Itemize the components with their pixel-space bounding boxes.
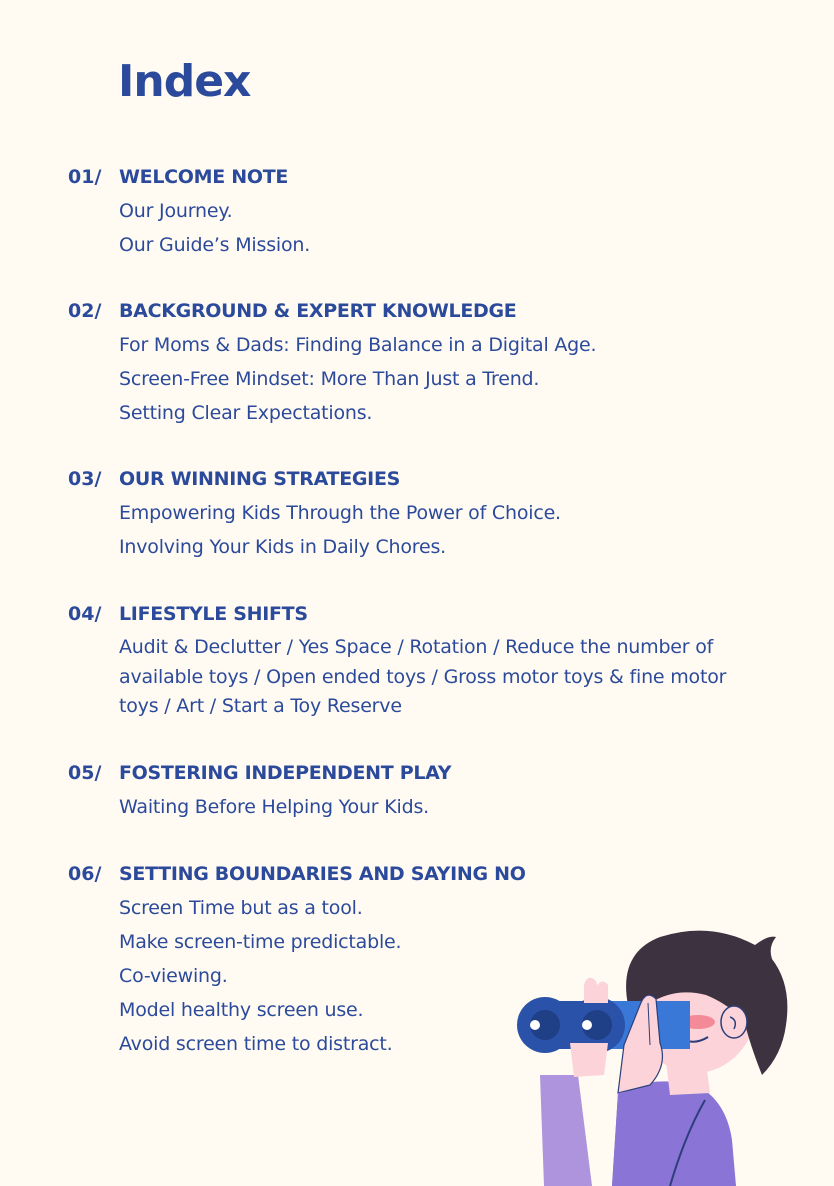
child-with-binoculars-illustration xyxy=(500,925,800,1186)
section-number: 06/ xyxy=(68,863,102,885)
index-entry: Waiting Before Helping Your Kids. xyxy=(119,796,429,818)
page-title: Index xyxy=(118,56,251,107)
section-items xyxy=(119,194,769,262)
index-entry: Our Guide’s Mission. xyxy=(119,234,311,256)
index-entry: Screen-Free Mindset: More Than Just a Trend. xyxy=(119,368,540,390)
section-number: 03/ xyxy=(68,468,102,490)
section-heading: SETTING BOUNDARIES AND SAYING NO xyxy=(119,863,526,885)
section-number: 05/ xyxy=(68,762,102,784)
index-entry: Co-viewing. xyxy=(119,965,228,987)
section-number: 01/ xyxy=(68,166,102,188)
section-heading: FOSTERING INDEPENDENT PLAY xyxy=(119,762,452,784)
section-items xyxy=(119,328,769,430)
index-entry: Screen Time but as a tool. xyxy=(119,897,363,919)
section-items xyxy=(119,496,769,564)
index-entry: For Moms & Dads: Finding Balance in a Digital Age. xyxy=(119,334,597,356)
index-entry: Make screen-time predictable. xyxy=(119,931,402,953)
index-entry: Model healthy screen use. xyxy=(119,999,364,1021)
index-entry: Audit & Declutter / Yes Space / Rotation / Reduce the number of available toys / Open ended toys / Gross motor toys & fine motor toys / Art / Start a Toy Reserve xyxy=(119,636,727,717)
section-number: 04/ xyxy=(68,603,102,625)
section-items xyxy=(119,631,769,722)
section-heading: WELCOME NOTE xyxy=(119,166,289,188)
section-heading: LIFESTYLE SHIFTS xyxy=(119,603,308,625)
section-number: 02/ xyxy=(68,300,102,322)
index-entry: Setting Clear Expectations. xyxy=(119,402,373,424)
index-entry: Involving Your Kids in Daily Chores. xyxy=(119,536,447,558)
section-heading: OUR WINNING STRATEGIES xyxy=(119,468,401,490)
index-entry: Our Journey. xyxy=(119,200,233,222)
index-entry: Empowering Kids Through the Power of Choice. xyxy=(119,502,561,524)
section-items xyxy=(119,790,769,824)
index-entry: Avoid screen time to distract. xyxy=(119,1033,393,1055)
section-heading: BACKGROUND & EXPERT KNOWLEDGE xyxy=(119,300,517,322)
